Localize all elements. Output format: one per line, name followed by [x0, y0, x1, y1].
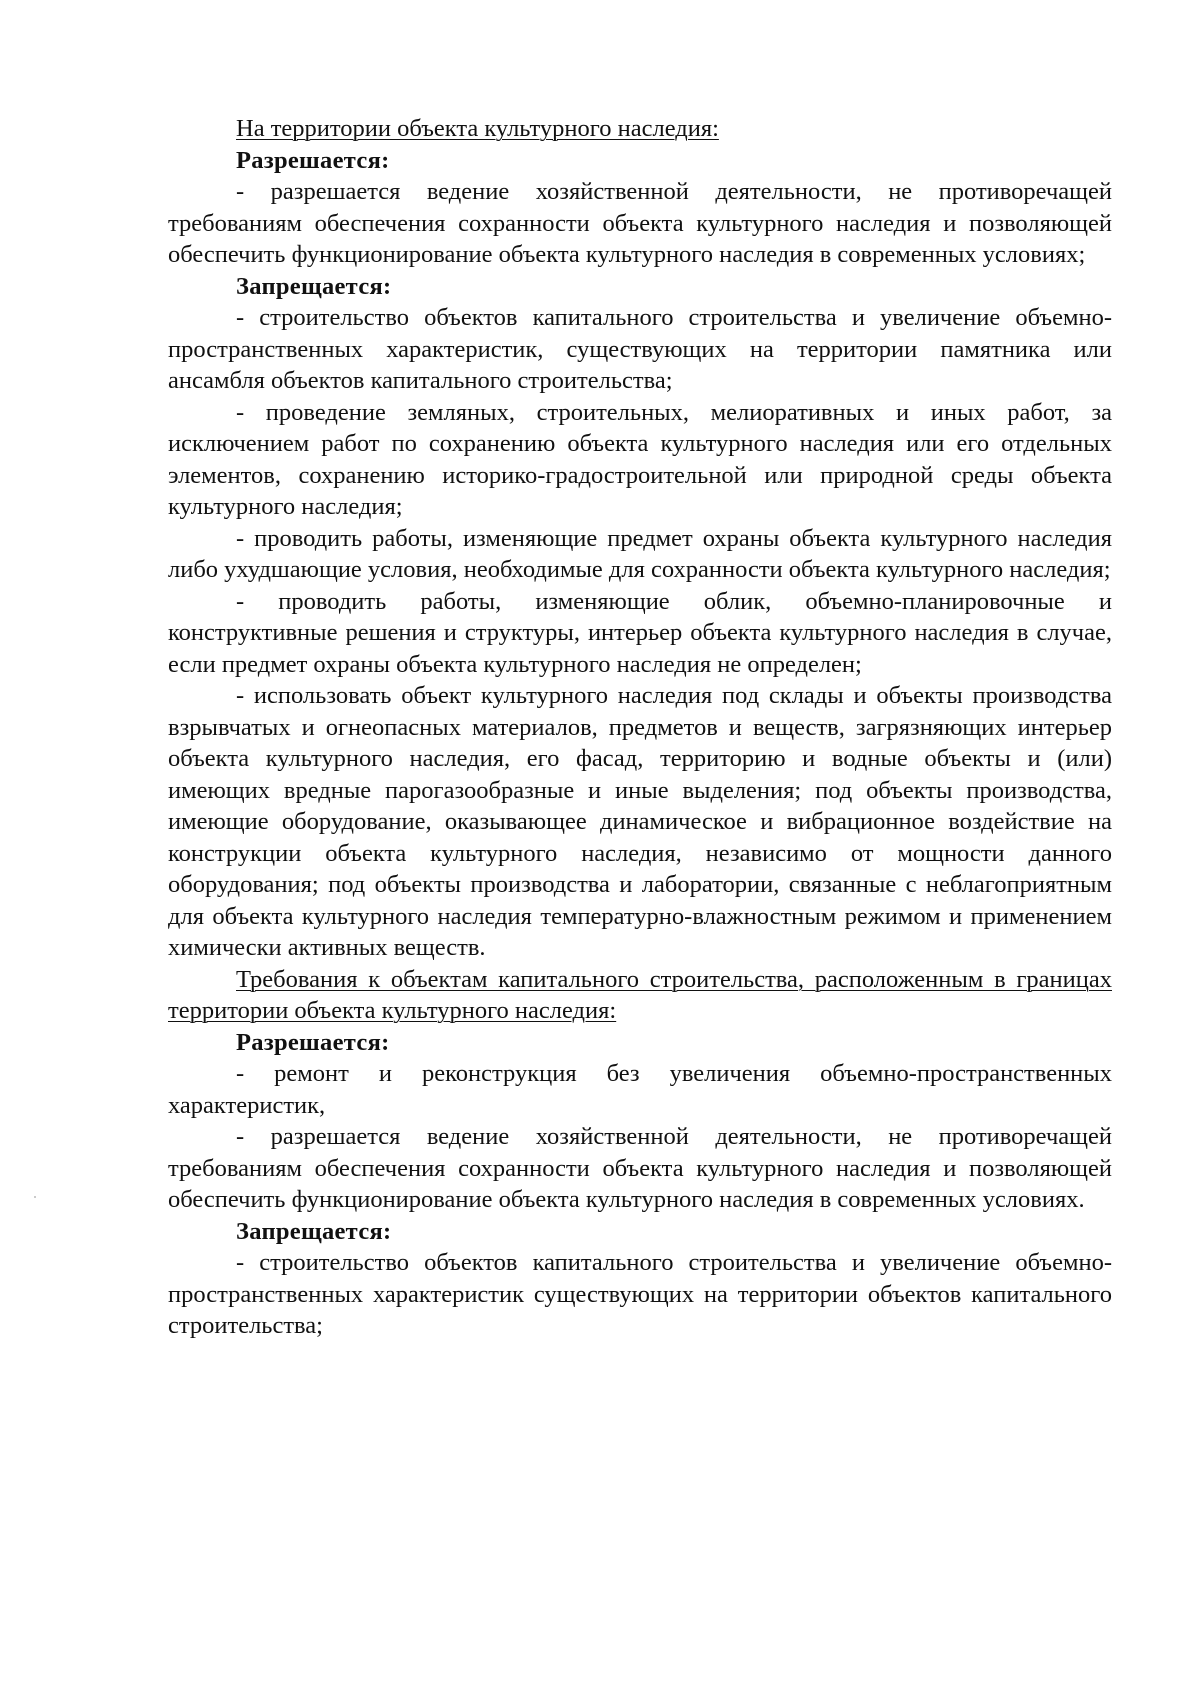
section-2-forbidden-label: Запрещается: [236, 1217, 392, 1245]
section-1-forbidden-label: Запрещается: [236, 272, 392, 300]
section-1-forbidden-item: - использовать объект культурного наследия под склады и объекты производства взрывчатых и огнеопасных материалов, предметов и веществ, загрязняющих интерьер объекта культурного наследия, его фасад, территорию и водные объекты и (или) имеющих вредные парогазообразные и иные выделения; под объекты производства, имеющие оборудование, оказывающее динамическое и вибрационное воздействие на конструкции объекта культурного наследия, независимо от мощности данного оборудования; под объекты производства и лаборатории, связанные с неблагоприятным для объекта культурного наследия температурно-влажностным режимом и применением химически активных веществ. [168, 682, 1112, 961]
section-2-allowed-item: - ремонт и реконструкция без увеличения объемно-пространственных характеристик, [168, 1060, 1112, 1119]
document-body [168, 113, 1112, 1342]
section-1-allowed-item: - разрешается ведение хозяйственной деятельности, не противоречащей требованиям обеспечения сохранности объекта культурного наследия и позволяющей обеспечить функционирование объекта культурного наследия в современных условиях; [168, 178, 1112, 268]
section-1-forbidden-item: - проводить работы, изменяющие облик, объемно-планировочные и конструктивные решения и структуры, интерьер объекта культурного наследия в случае, если предмет охраны объекта культурного наследия не определен; [168, 587, 1112, 678]
section-2-forbidden-item: - строительство объектов капитального строительства и увеличение объемно-пространственных характеристик существующих на территории объектов капитального строительства; [168, 1249, 1112, 1339]
section-1-allowed-label: Разрешается: [236, 146, 390, 174]
scan-speck [34, 1196, 36, 1198]
section-2-allowed-label: Разрешается: [236, 1028, 390, 1056]
section-1-forbidden-item: - проводить работы, изменяющие предмет охраны объекта культурного наследия либо ухудшающие условия, необходимые для сохранности объекта культурного наследия; [168, 524, 1112, 583]
section-1-forbidden-item: - строительство объектов капитального строительства и увеличение объемно-пространственных характеристик, существующих на территории памятника или ансамбля объектов капитального строительства; [168, 304, 1112, 394]
section-2-title: Требования к объектам капитального строительства, расположенным в границах территории объекта культурного наследия: [168, 965, 1112, 1024]
section-1-title: На территории объекта культурного наследия: [236, 115, 719, 142]
section-2-allowed-item: - разрешается ведение хозяйственной деятельности, не противоречащей требованиям обеспечения сохранности объекта культурного наследия и позволяющей обеспечить функционирование объекта культурного наследия в современных условиях. [168, 1123, 1112, 1213]
section-1-forbidden-item: - проведение земляных, строительных, мелиоративных и иных работ, за исключением работ по сохранению объекта культурного наследия или его отдельных элементов, сохранению историко-градостроительной или природной среды объекта культурного наследия; [168, 398, 1112, 520]
